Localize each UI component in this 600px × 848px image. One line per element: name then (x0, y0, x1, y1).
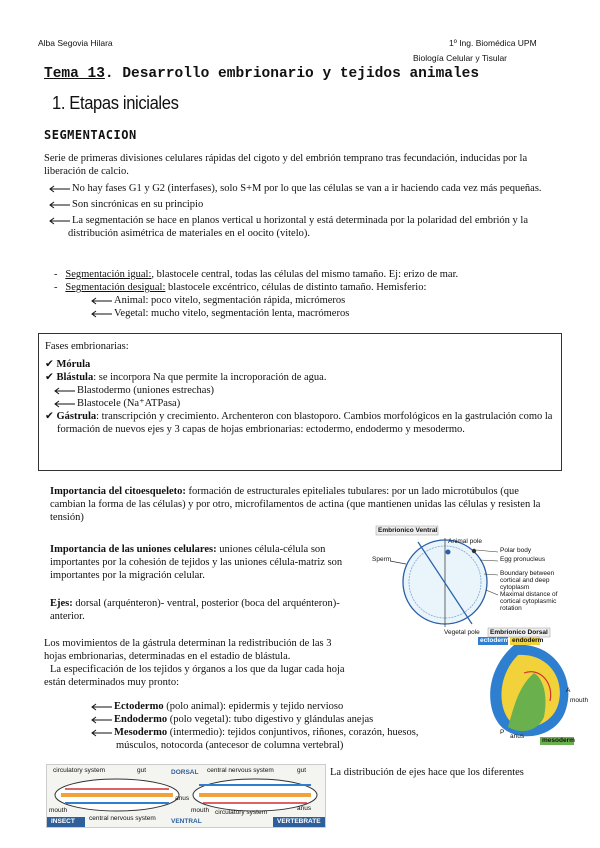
list-item: No hay fases G1 y G2 (interfases), solo S+M por lo que las células se van a ir haciendo cada vez más pequeñas. (44, 182, 544, 195)
boundary-label: Boundary between cortical and deep cytoplasm (500, 570, 555, 591)
arrow-left-icon (53, 387, 75, 395)
cns-label-insect: central nervous system (89, 815, 156, 822)
list-item: Vegetal: mucho vitelo, segmentación lenta, macrómeros (54, 307, 554, 320)
cns-label-vertebrate: central nervous system (207, 767, 274, 774)
axes-paragraph: Ejes: dorsal (arquénteron)- ventral, posterior (boca del arquénteron)-anterior. (50, 598, 340, 622)
title-text: . Desarrollo embrionario y tejidos animales (104, 66, 480, 82)
segmentation-bullets (44, 182, 544, 240)
segmentation-intro: Serie de primeras divisiones celulares rápidas del cigoto y del embrión temprano tras fecundación, inducidas por la liberación de calcio. (44, 153, 528, 177)
movements-paragraph: Los movimientos de la gástrula determinan la redistribución de las 3 hojas embrionarias, determinadas en el estadio de blástula. La especificación de los tejidos y órganos a los que da lugar cada hoja están determinados muy pronto: (44, 638, 345, 688)
gut-label-insect: gut (137, 767, 147, 774)
dorsal-label: Embrionico Dorsal (490, 629, 548, 636)
list-item: Blastodermo (uniones estrechas) (45, 384, 555, 397)
arrow-left-icon (90, 716, 112, 724)
segmentation-types (54, 268, 554, 320)
mouth-label-insect: mouth (49, 807, 68, 814)
arrow-left-icon (48, 217, 70, 225)
list-item: La segmentación se hace en planos vertical u horizontal y está determinada por la polaridad del embrión y la distribución asimétrica de materiales en el oocito (vitelo). (44, 214, 544, 240)
cytoskeleton-paragraph: Importancia del citoesqueleto: formación de estructurales epiteliales tubulares: por un lado microtúbulos (que cambian la forma de las células) y por otro, microfilamentos de actina (que mantienen unidas las células y resisten la tensión) (50, 486, 541, 523)
section-heading: 1. Etapas iniciales (52, 93, 179, 113)
list-item: Blastocele (Na⁺ATPasa) (45, 397, 555, 410)
circulatory-label-insect: circulatory system (53, 767, 106, 774)
list-item: Mesodermo (intermedio): tejidos conjuntivos, riñones, corazón, huesos, músculos, notocorda (antecesor de columna vertebral) (90, 726, 430, 752)
anus-label: anus (510, 733, 525, 740)
ventral-label: Embrionico Ventral (378, 527, 438, 534)
list-item: ✔ Gástrula: transcripción y crecimiento. Archenteron con blastoporo. Cambios morfológicos en la gastrulación como la formación de nuevos ejes y 3 capas de hojas embrionarias: ectodermo, endodermo y mesodermo. (45, 411, 553, 435)
vertebrate-label: VERTEBRATE (277, 818, 321, 825)
gut-label-vertebrate: gut (297, 767, 307, 774)
subject-name: Biología Celular y Tisular (413, 53, 508, 63)
list-item: Ectodermo (polo animal): epidermis y tejido nervioso (90, 700, 430, 713)
phases-box (38, 333, 562, 471)
anus-label-insect: anus (175, 795, 190, 802)
page-title (44, 66, 479, 82)
egg-pronucleus-label: Egg pronucleus (500, 556, 546, 563)
course-name: 1º Ing. Biomédica UPM (449, 38, 537, 48)
phases-label: Fases embrionarias: (45, 341, 129, 352)
segmentation-heading: SEGMENTACION (44, 128, 137, 142)
arrow-left-icon (90, 297, 112, 305)
sperm-label: Sperm (372, 556, 392, 563)
arrow-left-icon (53, 400, 75, 408)
ectoderm-label: ectoderm (480, 637, 510, 644)
insect-label: INSECT (51, 818, 75, 825)
circulatory-label-vertebrate: circulatory system (215, 809, 268, 816)
animal-pole-label: Animal pole (448, 538, 482, 545)
arrow-left-icon (90, 310, 112, 318)
title-number: Tema 13 (44, 66, 105, 82)
endoderm-label: endoderm (512, 637, 544, 644)
egg-axes-figure (370, 524, 570, 642)
mouth-label: mouth (570, 697, 589, 704)
mouth-label-vertebrate: mouth (191, 807, 210, 814)
closing-text: La distribución de ejes hace que los diferentes (330, 767, 524, 778)
list-item: - Segmentación igual:, blastocele central, todas las células del mismo tamaño. Ej: erizo de mar. (54, 269, 459, 280)
vegetal-pole-label: Vegetal pole (444, 629, 480, 636)
list-item: Animal: poco vitelo, segmentación rápida, micrómeros (54, 294, 554, 307)
list-item: ✔ Mórula (45, 359, 91, 370)
posterior-label: P (500, 729, 505, 736)
arrow-left-icon (90, 729, 112, 737)
arrow-left-icon (90, 703, 112, 711)
list-item: Endodermo (polo vegetal): tubo digestivo y glándulas anejas (90, 713, 430, 726)
arrow-left-icon (48, 185, 70, 193)
anus-label-vertebrate: anus (297, 805, 312, 812)
dorsal-label: DORSAL (171, 769, 199, 776)
germ-layers-figure (474, 637, 594, 749)
mesoderm-label: mesoderm (542, 737, 575, 744)
ventral-label: VENTRAL (171, 818, 202, 825)
polar-body-label: Polar body (500, 547, 532, 554)
author-name: Alba Segovia Hilara (38, 38, 113, 48)
arrow-left-icon (48, 201, 70, 209)
body-plan-figure (46, 764, 326, 828)
junctions-paragraph: Importancia de las uniones celulares: uniones célula-célula son importantes por la cohesión de tejidos y las uniones célula-matriz son importantes por la migración celular. (50, 544, 343, 581)
list-item: Son sincrónicas en su principio (44, 198, 544, 211)
list-item: - Segmentación desigual: blastocele excéntrico, células de distinto tamaño. Hemisferio: (54, 282, 427, 293)
anterior-label: A (566, 687, 571, 694)
maximal-distance-label: Maximal distance of cortical cytoplasmic rotation (500, 591, 558, 612)
germ-layers-list (90, 700, 430, 752)
list-item: ✔ Blástula: se incorpora Na que permite la incroporación de agua. (45, 372, 327, 383)
